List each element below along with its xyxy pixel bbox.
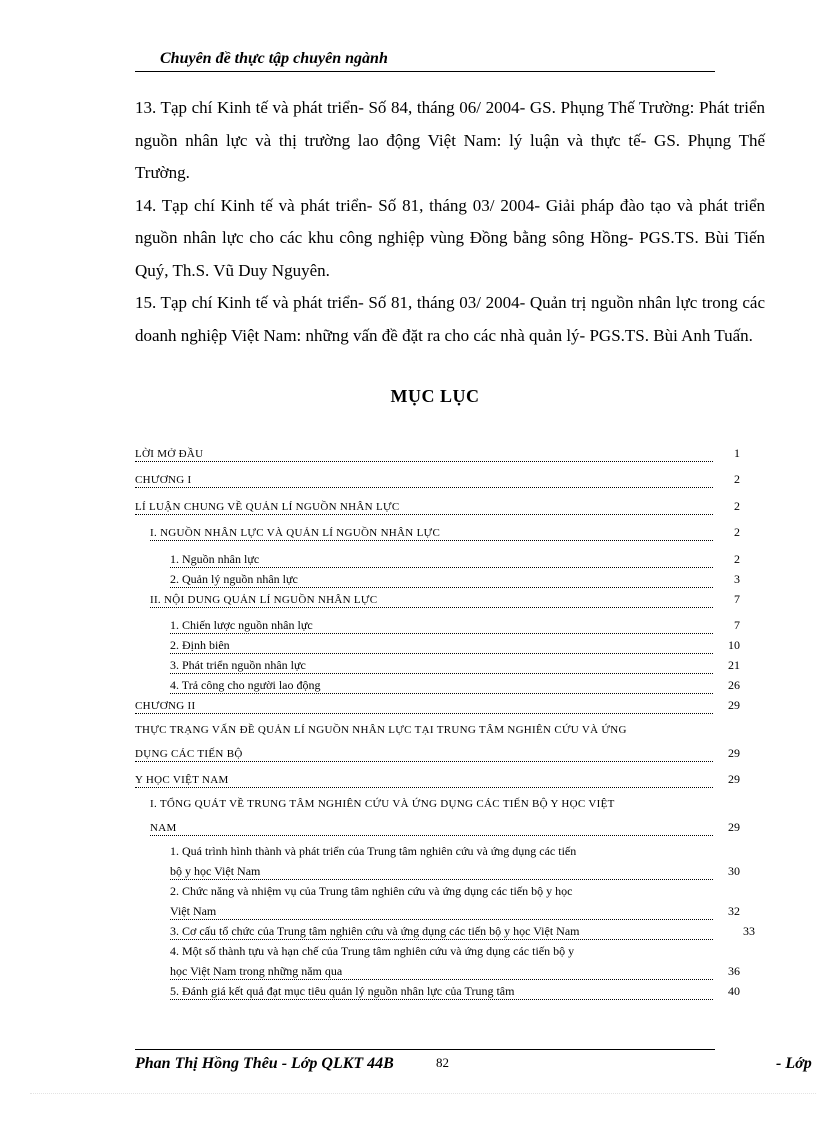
toc-entry-page: 7 (710, 592, 740, 607)
toc-entry-page: 29 (710, 746, 740, 761)
toc-entry (135, 772, 753, 792)
toc-entry-text: 2. Định biên (170, 638, 230, 652)
reference-item: 14. Tạp chí Kinh tế và phát triển- Số 81, tháng 03/ 2004- Giải pháp đào tạo và phát triển nguồn nhân lực cho các khu công nghiệp vùng Đồng bằng sông Hồng- PGS.TS. Bùi Tiến Quý, Th.S. Vũ Duy Nguyên. (135, 195, 765, 280)
toc-leader-dots (135, 487, 713, 488)
toc-entry (135, 472, 753, 492)
toc-entry-text: DỤNG CÁC TIẾN BỘ (135, 748, 243, 760)
toc-leader-dots (135, 787, 713, 788)
toc-leader-dots (170, 673, 713, 674)
toc-leader-dots (135, 713, 713, 714)
toc-entry (150, 820, 753, 840)
toc-leader-dots (170, 633, 713, 634)
toc-entry-text: I. TỔNG QUÁT VỀ TRUNG TÂM NGHIÊN CỨU VÀ ỨNG DỤNG CÁC TIẾN BỘ Y HỌC VIỆT (150, 798, 615, 810)
toc-leader-dots (170, 879, 713, 880)
toc-leader-dots (150, 540, 713, 541)
toc-entry-page: 21 (710, 658, 740, 673)
toc-entry-page: 29 (710, 772, 740, 787)
toc-entry-page: 29 (710, 698, 740, 713)
toc-entry (170, 964, 753, 984)
toc-entry-page: 2 (710, 552, 740, 567)
toc-entry-page: 30 (710, 864, 740, 879)
toc-entry (170, 678, 753, 698)
toc-entry-text: 1. Quá trình hình thành và phát triển của Trung tâm nghiên cứu và ứng dụng các tiến (170, 844, 577, 858)
toc-leader-dots (135, 461, 713, 462)
toc-entry-text: THỰC TRẠNG VẤN ĐỀ QUẢN LÍ NGUỒN NHÂN LỰC TẠI TRUNG TÂM NGHIÊN CỨU VÀ ỨNG (135, 724, 627, 736)
toc-entry-page: 2 (710, 525, 740, 540)
toc-entry (170, 638, 753, 658)
toc-entry-text: bộ y học Việt Nam (170, 864, 261, 878)
toc-leader-dots (170, 567, 713, 568)
reference-item: 13. Tạp chí Kinh tế và phát triển- Số 84, tháng 06/ 2004- GS. Phụng Thế Trường: Phát triển nguồn nhân lực và thị trường lao động Việt Nam: lý luận và thực tế- GS. Phụng Thế Trường. (135, 98, 765, 182)
toc-entry-text: Y HỌC VIỆT NAM (135, 774, 229, 786)
toc-entry-text: CHƯƠNG I (135, 474, 192, 486)
toc-leader-dots (170, 939, 713, 940)
toc-entry (135, 722, 753, 742)
references-list (135, 92, 765, 352)
toc-entry-text: 3. Phát triển nguồn nhân lực (170, 658, 306, 672)
page-edge-dots (30, 1093, 816, 1094)
toc-entry-page: 40 (710, 984, 740, 999)
toc-entry (135, 746, 753, 766)
toc-leader-dots (170, 999, 713, 1000)
reference-item: 15. Tạp chí Kinh tế và phát triển- Số 81, tháng 03/ 2004- Quản trị nguồn nhân lực trong các doanh nghiệp Việt Nam: những vấn đề đặt ra cho các nhà quản lý- PGS.TS. Bùi Anh Tuấn. (135, 293, 765, 345)
toc-entry-text: 5. Đánh giá kết quả đạt mục tiêu quản lý nguồn nhân lực của Trung tâm (170, 984, 515, 998)
toc-entry-text: học Việt Nam trong những năm qua (170, 964, 343, 978)
toc-entry-page: 2 (710, 472, 740, 487)
toc-entry-text: 1. Nguồn nhân lực (170, 552, 260, 566)
toc-entry-page: 32 (710, 904, 740, 919)
toc-entry (135, 446, 753, 466)
toc-entry-text: 4. Một số thành tựu và hạn chế của Trung tâm nghiên cứu và ứng dụng các tiến bộ y (170, 944, 575, 958)
footer-rule (135, 1049, 715, 1050)
toc-entry-page: 33 (725, 924, 755, 939)
toc-entry-page: 3 (710, 572, 740, 587)
toc-entry (170, 572, 753, 592)
header-rule (135, 71, 715, 72)
toc-entry-text: 2. Quản lý nguồn nhân lực (170, 572, 298, 586)
toc-entry-text: NAM (150, 822, 177, 834)
toc-entry-page: 29 (710, 820, 740, 835)
toc-entry-text: 3. Cơ cấu tổ chức của Trung tâm nghiên cứu và ứng dụng các tiến bộ y học Việt Nam (170, 924, 580, 938)
toc-entry-text: LỜI MỞ ĐẦU (135, 448, 204, 460)
toc-entry-page: 1 (710, 446, 740, 461)
toc-entry-text: 4. Trả công cho người lao động (170, 678, 321, 692)
toc-entry-page: 7 (710, 618, 740, 633)
footer-right-fragment: - Lớp (776, 1055, 812, 1072)
toc-entry (170, 552, 753, 572)
toc-leader-dots (150, 607, 713, 608)
toc-entry (135, 499, 753, 519)
toc-leader-dots (170, 919, 713, 920)
toc-entry-page: 10 (710, 638, 740, 653)
toc-entry (170, 864, 753, 884)
toc-entry-text: LÍ LUẬN CHUNG VỀ QUẢN LÍ NGUỒN NHÂN LỰC (135, 501, 400, 513)
toc-entry-text: CHƯƠNG II (135, 700, 196, 712)
footer-author: Phan Thị Hồng Thêu - Lớp QLKT 44B (135, 1055, 394, 1072)
toc-entry (150, 525, 753, 545)
toc-entry-page: 26 (710, 678, 740, 693)
running-header-title: Chuyên đề thực tập chuyên ngành (160, 50, 388, 67)
toc-entry (170, 618, 753, 638)
page-number: 82 (436, 1055, 449, 1070)
toc-entry-page: 36 (710, 964, 740, 979)
toc-entry (170, 844, 753, 864)
toc-entry (135, 698, 753, 718)
toc-leader-dots (170, 979, 713, 980)
toc-entry (170, 924, 753, 944)
toc-leader-dots (170, 587, 713, 588)
toc-leader-dots (135, 514, 713, 515)
toc-entry-text: 1. Chiến lược nguồn nhân lực (170, 618, 313, 632)
toc-entry (170, 944, 753, 964)
toc-leader-dots (170, 653, 713, 654)
toc-entry (170, 984, 753, 1004)
toc-leader-dots (170, 693, 713, 694)
toc-entry-text: 2. Chức năng và nhiệm vụ của Trung tâm nghiên cứu và ứng dụng các tiến bộ y học (170, 884, 573, 898)
toc-entry (170, 658, 753, 678)
toc-entry-text: II. NỘI DUNG QUẢN LÍ NGUỒN NHÂN LỰC (150, 594, 378, 606)
toc-leader-dots (135, 761, 713, 762)
toc-entry (150, 796, 753, 816)
toc-entry-text: I. NGUỒN NHÂN LỰC VÀ QUẢN LÍ NGUỒN NHÂN LỰC (150, 527, 441, 539)
toc-leader-dots (150, 835, 713, 836)
toc-title: MỤC LỤC (390, 386, 480, 406)
toc-entry (170, 884, 753, 904)
toc-entry (150, 592, 753, 612)
toc-entry (170, 904, 753, 924)
toc-entry-text: Việt Nam (170, 904, 217, 918)
toc-entry-page: 2 (710, 499, 740, 514)
